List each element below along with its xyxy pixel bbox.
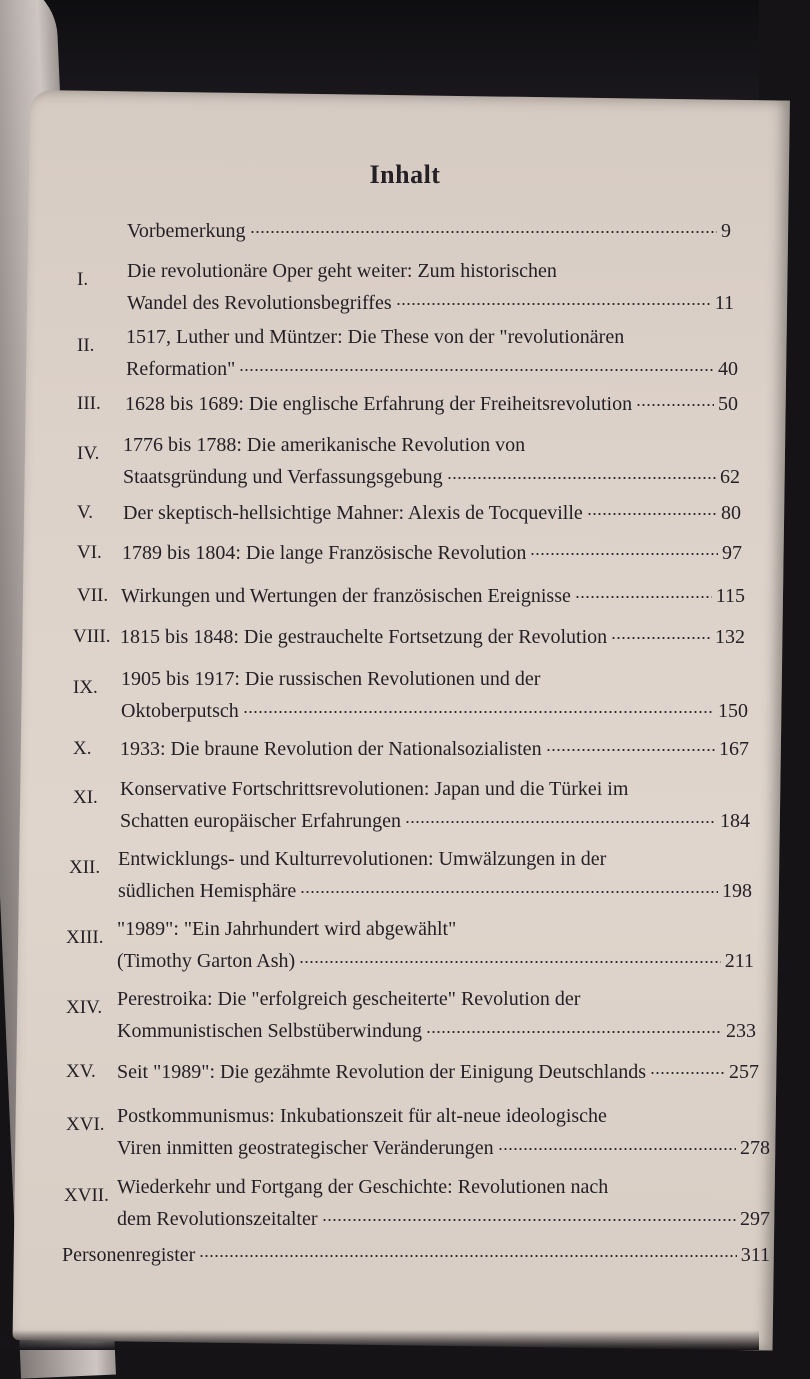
toc-entry-line xyxy=(118,844,752,875)
dot-leader xyxy=(546,733,715,755)
toc-entry xyxy=(73,733,749,765)
toc-entry-title: (Timothy Garton Ash) xyxy=(117,950,296,972)
bottom-shadow xyxy=(0,1330,759,1350)
toc-entry-line xyxy=(117,1203,770,1235)
toc-entry-line xyxy=(117,1015,756,1047)
dot-leader xyxy=(611,621,711,643)
dot-leader xyxy=(636,388,714,410)
dot-leader xyxy=(447,461,716,483)
toc-entry-title: 1776 bis 1788: Die amerikanische Revolution von xyxy=(123,434,526,456)
toc-entry-line xyxy=(120,621,745,653)
chapter-number: VIII. xyxy=(73,626,111,647)
chapter-number: IX. xyxy=(73,677,98,698)
dot-leader xyxy=(405,805,716,827)
toc-entry-line xyxy=(117,914,754,945)
dot-leader xyxy=(300,875,718,897)
toc-entry xyxy=(77,430,740,493)
toc-entry-title: Kommunistischen Selbstüberwindung xyxy=(117,1020,422,1042)
dot-leader xyxy=(587,497,717,519)
toc-page-number: 278 xyxy=(740,1137,770,1159)
toc-entry xyxy=(64,1172,770,1235)
toc-entry-line xyxy=(121,580,745,612)
toc-page-number: 198 xyxy=(722,880,752,902)
toc-entry-title: Wirkungen und Wertungen der französischen Ereignisse xyxy=(121,585,571,607)
dot-leader xyxy=(426,1015,722,1037)
toc-page-number: 297 xyxy=(740,1208,770,1230)
chapter-number: XV. xyxy=(66,1061,96,1082)
chapter-number: III. xyxy=(77,393,101,414)
dot-leader xyxy=(396,287,711,309)
toc-entry-title: Der skeptisch-hellsichtige Mahner: Alexis de Tocqueville xyxy=(123,502,583,524)
chapter-number: X. xyxy=(73,738,92,759)
toc-entry-line xyxy=(120,774,750,805)
chapter-number: II. xyxy=(77,335,95,356)
dot-leader xyxy=(250,215,718,237)
toc-page-number: 80 xyxy=(721,502,741,524)
dot-leader xyxy=(199,1239,736,1261)
toc-entry-line xyxy=(121,695,748,727)
toc-entry xyxy=(66,914,754,977)
toc-page-number: 150 xyxy=(718,700,748,722)
toc-page-number: 62 xyxy=(720,466,740,488)
toc-entry xyxy=(73,774,750,837)
toc-entry-line xyxy=(121,664,748,695)
toc-entry-title: Viren inmitten geostrategischer Veränderungen xyxy=(117,1137,494,1159)
toc-entry xyxy=(77,497,741,529)
chapter-number: XIII. xyxy=(66,927,104,948)
toc-entry-line xyxy=(117,945,754,977)
toc-entry-title: Wandel des Revolutionsbegriffes xyxy=(127,292,392,314)
chapter-number: XI. xyxy=(73,787,98,808)
toc-entry-title: Personenregister xyxy=(62,1244,196,1266)
toc-entry-line xyxy=(117,984,756,1015)
chapter-number: XVII. xyxy=(64,1185,109,1206)
toc-entry-title: Perestroika: Die "erfolgreich gescheiterte" Revolution der xyxy=(117,988,581,1010)
toc-entry-title: Seit "1989": Die gezähmte Revolution der Einigung Deutschlands xyxy=(117,1061,647,1083)
toc-entry-title: dem Revolutionszeitalter xyxy=(117,1208,318,1230)
toc-page-number: 167 xyxy=(719,738,749,760)
toc-entry-title: Vorbemerkung xyxy=(127,220,246,242)
toc-entry-title: Die revolutionäre Oper geht weiter: Zum historischen xyxy=(127,260,557,282)
dot-leader xyxy=(498,1132,736,1154)
toc-entry xyxy=(69,844,752,907)
toc-entry-line xyxy=(122,537,742,569)
chapter-number: XIV. xyxy=(66,997,103,1018)
chapter-number: V. xyxy=(77,502,94,523)
toc-entry-title: 1517, Luther und Müntzer: Die These von der "revolutionären xyxy=(126,326,625,348)
dot-leader xyxy=(575,580,712,602)
toc-entry-line xyxy=(126,322,738,353)
toc-entry-line xyxy=(123,461,740,493)
toc-entry xyxy=(77,322,738,385)
toc-entry-line xyxy=(120,733,749,765)
chapter-number: XVI. xyxy=(66,1114,105,1135)
dot-leader xyxy=(299,945,721,967)
toc-entry xyxy=(77,388,738,420)
toc-entry-line xyxy=(123,430,740,461)
toc-entry-title: Schatten europäischer Erfahrungen xyxy=(120,810,401,832)
toc-page-number: 115 xyxy=(715,585,745,607)
toc-entry xyxy=(77,580,745,612)
toc-entry xyxy=(77,256,734,319)
chapter-number: IV. xyxy=(77,443,100,464)
toc-entry-title: 1815 bis 1848: Die gestrauchelte Fortsetzung der Revolution xyxy=(120,626,608,648)
chapter-number: XII. xyxy=(69,857,101,878)
toc-entry-title: südlichen Hemisphäre xyxy=(118,880,297,902)
toc-page-number: 11 xyxy=(714,292,734,314)
dot-leader xyxy=(322,1203,737,1225)
toc-entry-title: Entwicklungs- und Kulturrevolutionen: Umwälzungen in der xyxy=(118,848,607,870)
toc-page-number: 184 xyxy=(720,810,750,832)
page-title: Inhalt xyxy=(369,160,441,189)
toc-page-number: 50 xyxy=(718,393,738,415)
toc-entry-line xyxy=(117,1132,770,1164)
toc-entry-preface xyxy=(127,215,731,247)
toc-page-number: 311 xyxy=(740,1244,770,1266)
toc-entry-title: 1628 bis 1689: Die englische Erfahrung der Freiheitsrevolution xyxy=(125,393,633,415)
toc-entry-line xyxy=(117,1101,770,1132)
toc-entry-line xyxy=(127,256,734,287)
toc-entry-line xyxy=(123,497,741,529)
toc-entry-line xyxy=(126,353,738,385)
toc-entry xyxy=(66,984,756,1047)
toc-page-number: 257 xyxy=(729,1061,759,1083)
toc-entry-line xyxy=(117,1056,759,1088)
dot-leader xyxy=(243,695,714,717)
toc-page-number: 97 xyxy=(722,542,742,564)
chapter-number: I. xyxy=(77,269,89,290)
toc-entry-line xyxy=(120,805,750,837)
dot-leader xyxy=(650,1056,725,1078)
toc-page-number: 211 xyxy=(724,950,754,972)
toc-entry xyxy=(66,1056,759,1088)
toc-entry-title: Oktoberputsch xyxy=(121,700,239,722)
chapter-number: VI. xyxy=(77,542,102,563)
toc-entry-title: "1989": "Ein Jahrhundert wird abgewählt" xyxy=(117,918,457,940)
toc-entry-title: 1933: Die braune Revolution der Nationalsozialisten xyxy=(120,738,542,760)
toc-entry-title: Staatsgründung und Verfassungsgebung xyxy=(123,466,443,488)
toc-entry-title: 1905 bis 1917: Die russischen Revolutionen und der xyxy=(121,668,541,690)
toc-page-number: 9 xyxy=(721,220,731,242)
toc-entry-title: Postkommunismus: Inkubationszeit für alt-neue ideologische xyxy=(117,1105,607,1127)
toc-entry-title: Reformation" xyxy=(126,358,236,380)
toc-entry-title: Wiederkehr und Fortgang der Geschichte: Revolutionen nach xyxy=(117,1176,609,1198)
toc-entry-line xyxy=(118,875,752,907)
chapter-number: VII. xyxy=(77,585,109,606)
toc-entry xyxy=(73,664,748,727)
toc-entry-line xyxy=(125,388,738,420)
toc-entry xyxy=(77,537,742,569)
toc-entry-line xyxy=(117,1172,770,1203)
toc-entry xyxy=(66,1101,770,1164)
dot-leader xyxy=(530,537,718,559)
toc-entry-index xyxy=(62,1239,770,1271)
toc-page-number: 40 xyxy=(718,358,738,380)
toc-page-number: 233 xyxy=(726,1020,756,1042)
toc-entry-line xyxy=(127,287,734,319)
toc-page-number: 132 xyxy=(715,626,745,648)
toc-entry-title: Konservative Fortschrittsrevolutionen: Japan und die Türkei im xyxy=(120,778,629,800)
toc-entry xyxy=(73,621,745,653)
dot-leader xyxy=(239,353,714,375)
toc-entry-title: 1789 bis 1804: Die lange Französische Revolution xyxy=(122,542,527,564)
